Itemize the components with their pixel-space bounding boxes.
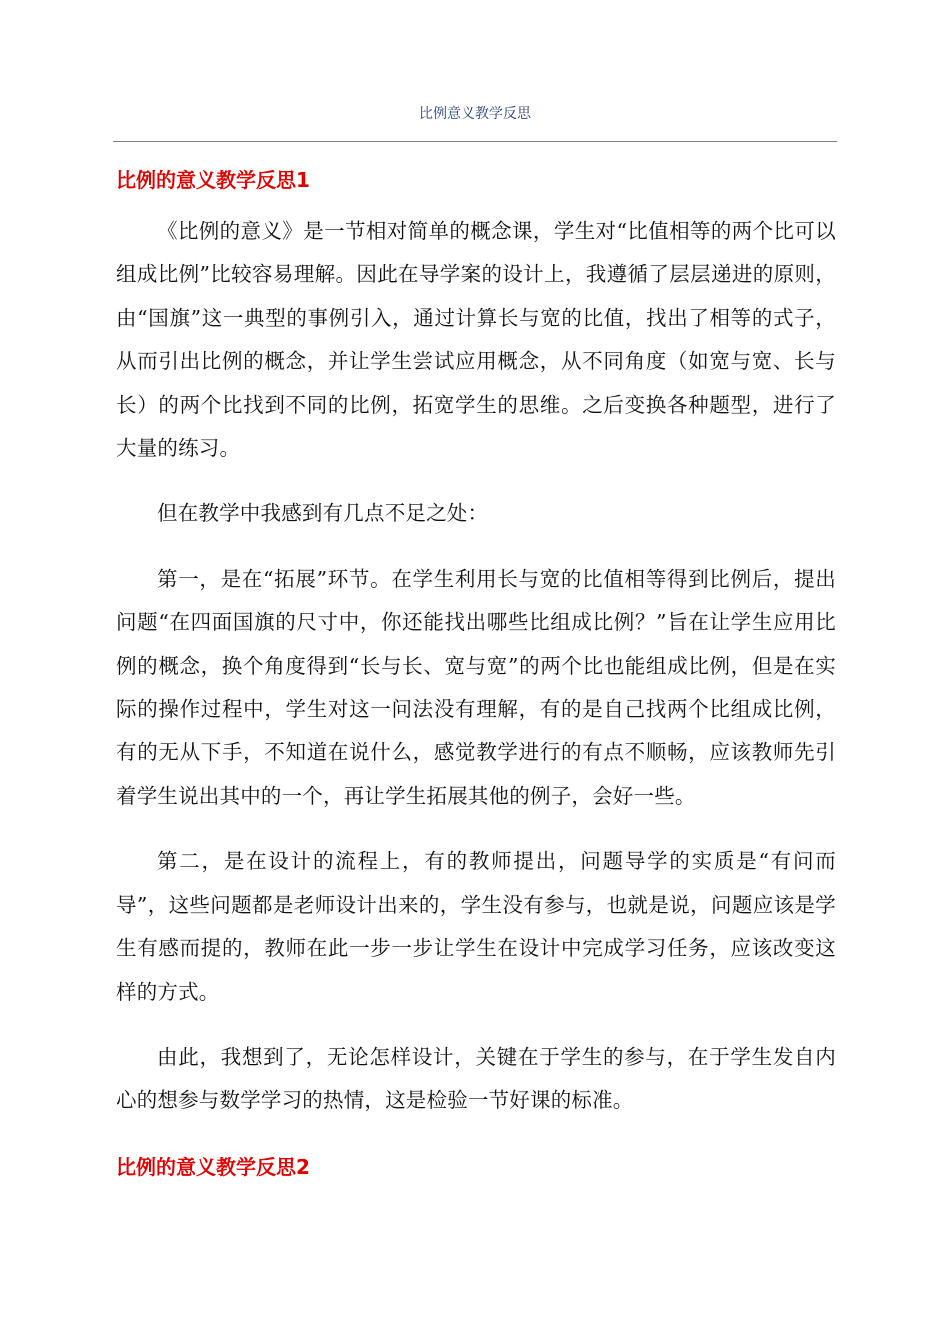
paragraph-2: 但在教学中我感到有几点不足之处： [157,501,489,526]
section-title-1: 比例的意义教学反思1 [116,168,310,192]
header-divider [113,141,837,142]
page-header-title: 比例意义教学反思 [419,106,531,122]
paragraph-1: 《比例的意义》是一节相对简单的概念课，学生对“比值相等的两个比可以组成比例”比较容易理解。因此在导学案的设计上，我遵循了层层递进的原则，由“国旗”这一典型的事例引入，通过计算长与宽的比值，找出了相等的式子，从而引出比例的概念，并让学生尝试应用概念，从不同角度（如宽与宽、长与长）的两个比找到不同的比例，拓宽学生的思维。之后变换各种题型，进行了大量的练习。 [116,219,836,461]
paragraph-3: 第一，是在“拓展”环节。在学生利用长与宽的比值相等得到比例后，提出问题“在四面国旗的尺寸中，你还能找出哪些比组成比例？”旨在让学生应用比例的概念，换个角度得到“长与长、宽与宽”的两个比也能组成比例，但是在实际的操作过程中，学生对这一问法没有理解，有的是自己找两个比组成比例，有的无从下手，不知道在说什么，感觉教学进行的有点不顺畅，应该教师先引着学生说出其中的一个，再让学生拓展其他的例子，会好一些。 [116,566,836,808]
document-body [116,158,836,1189]
paragraph-4: 第二，是在设计的流程上，有的教师提出，问题导学的实质是“有问而导”，这些问题都是老师设计出来的，学生没有参与，也就是说，问题应该是学生有感而提的，教师在此一步一步让学生在设计中完成学习任务，应该改变这样的方式。 [116,849,836,1004]
section-title-2: 比例的意义教学反思2 [116,1154,310,1179]
paragraph-5: 由此，我想到了，无论怎样设计，关键在于学生的参与，在于学生发自内心的想参与数学学习的热情，这是检验一节好课的标准。 [116,1044,836,1113]
